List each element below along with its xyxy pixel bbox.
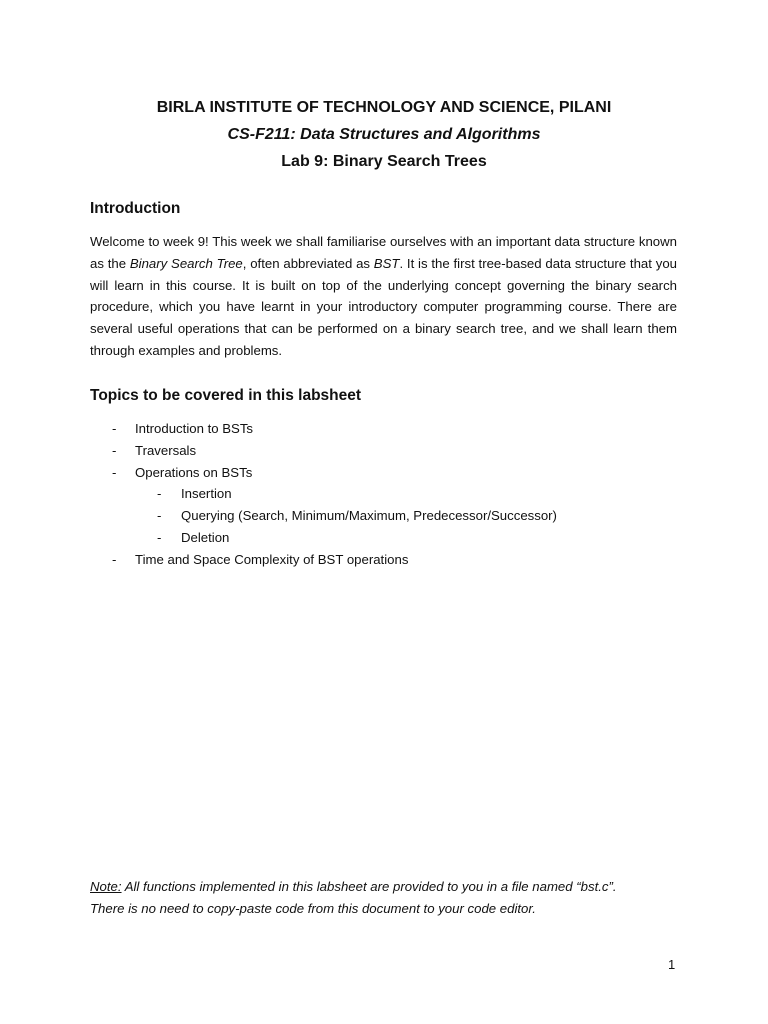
intro-text-1: Welcome to week 9! This week we shall familiarise ourselves with an important data structure known as the [90,234,677,271]
list-item [90,462,678,484]
sub-list-item [90,505,678,527]
note-label: Note: [90,879,122,894]
list-item [90,549,678,571]
note-block [90,876,690,920]
bullet-dash: - [157,508,162,524]
intro-term-bst-full: Binary Search Tree [129,255,243,271]
bullet-dash: - [112,464,117,480]
introduction-paragraph [90,231,677,362]
list-item-text: Operations on BSTs [135,464,253,480]
bullet-dash: - [157,486,162,502]
page-number: 1 [668,957,676,972]
list-item-text: Traversals [135,442,197,458]
intro-text-2: , often abbreviated as [242,255,374,271]
note-text-1: All functions implemented in this labsheet are provided to you in a file named “bst.c”. [121,879,617,894]
list-item-text: Deletion [181,529,230,545]
intro-term-bst: BST [373,255,400,271]
course-title [90,121,678,148]
bullet-dash: - [112,442,117,458]
lab-title: Lab 9: Binary Search Trees [281,153,487,170]
bullet-dash: - [112,421,117,436]
note-line-2: There is no need to copy-paste code from this document to your code editor. [90,901,536,916]
sub-list-item [90,483,678,505]
intro-text-3: . It is the first tree-based data structure that you will learn in this course. It is built on top of the underlying concept governing the binary search procedure, which you have learnt in your introductory computer programming course. There are several useful operations that can be performed on a binary search tree, and we shall learn them through examples and problems. [90,255,677,358]
list-item-text: Time and Space Complexity of BST operations [135,551,409,567]
document-header [90,94,678,175]
introduction-heading: Introduction [90,200,181,217]
bullet-dash: - [112,551,117,567]
sub-list-item [90,527,678,549]
institute-title: BIRLA INSTITUTE OF TECHNOLOGY AND SCIENCE, PILANI [156,99,612,116]
list-item-text: Querying (Search, Minimum/Maximum, Predecessor/Successor) [181,508,557,524]
topics-list [90,418,678,571]
note-line-1 [90,876,690,898]
bullet-dash: - [157,529,162,545]
topics-heading: Topics to be covered in this labsheet [90,387,362,404]
course-code: CS-F211 [227,126,291,143]
list-item [90,418,678,440]
course-name: : Data Structures and Algorithms [290,126,541,143]
list-item-text: Insertion [181,486,232,502]
list-item-text: Introduction to BSTs [135,421,254,436]
list-item [90,440,678,462]
